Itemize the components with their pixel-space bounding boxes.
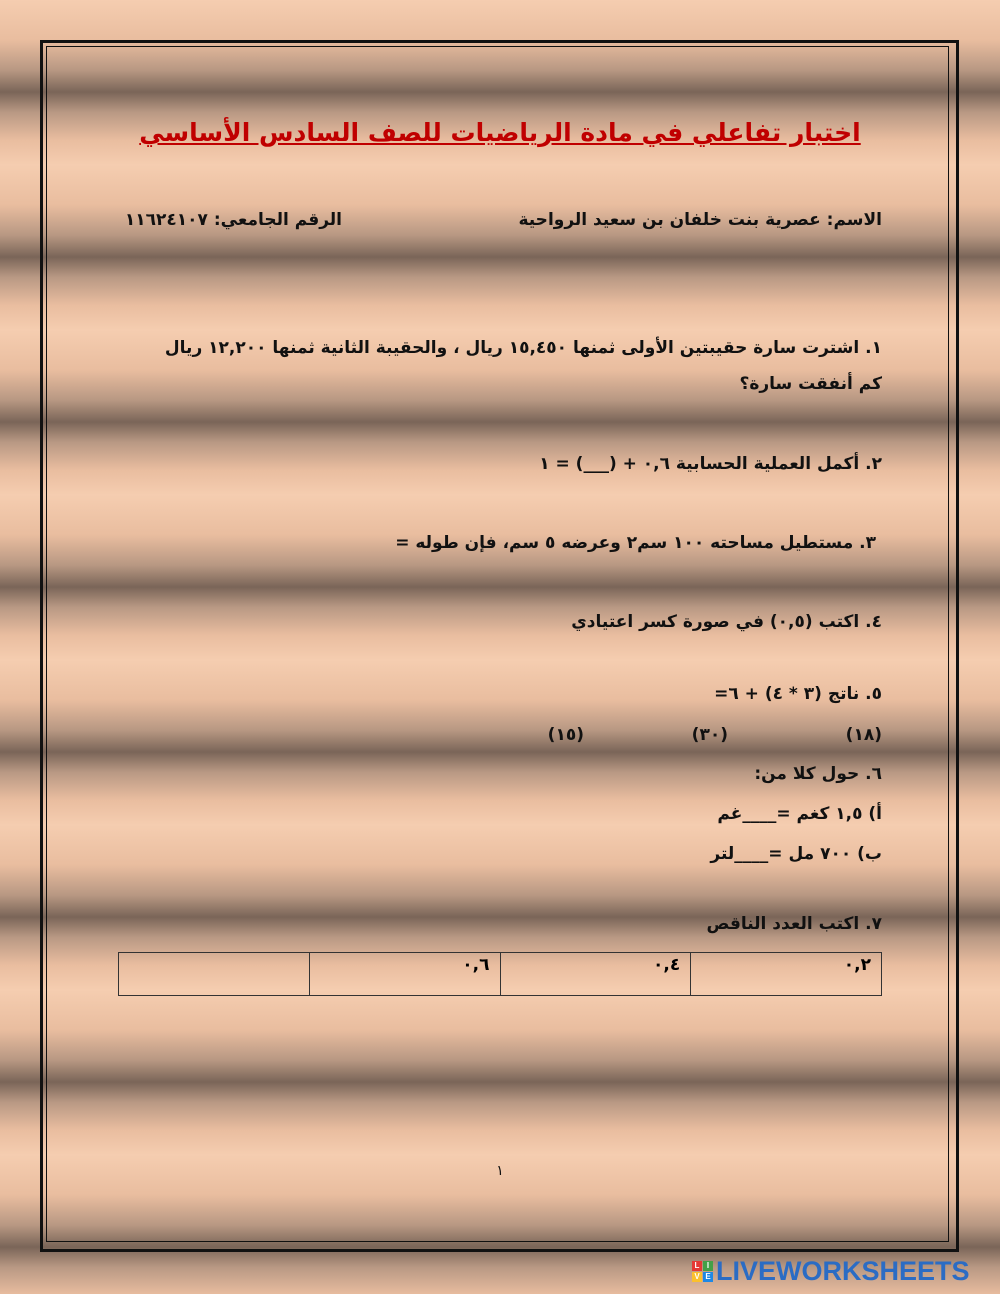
table-row xyxy=(119,953,882,996)
logo-badge-letter: E xyxy=(703,1272,713,1282)
question-1-line-1: ١. اشترت سارة حقيبتين الأولى ثمنها ١٥,٤٥٠ ريال ، والحقيبة الثانية ثمنها ١٢,٢٠٠ ريال xyxy=(164,338,882,358)
worksheet-title: اختبار تفاعلي في مادة الرياضيات للصف السادس الأساسي xyxy=(139,118,861,147)
question-2: ٢. أكمل العملية الحسابية ٠,٦ + (___) = ١ xyxy=(539,454,882,474)
question-6-part-a: أ) ١,٥ كغم =____غم xyxy=(717,804,882,824)
table-cell: ٠,٢ xyxy=(691,953,882,996)
liveworksheets-logo xyxy=(692,1256,970,1286)
question-5-option-2[interactable]: (٣٠) xyxy=(691,725,728,745)
missing-number-table xyxy=(118,952,882,996)
logo-text: LIVEWORKSHEETS xyxy=(716,1255,970,1286)
student-name: الاسم: عصرية بنت خلفان بن سعيد الرواحية xyxy=(518,210,882,230)
question-1-line-2: كم أنفقت سارة؟ xyxy=(739,374,882,394)
question-6-part-b: ب) ٧٠٠ مل =____لتر xyxy=(710,844,882,864)
logo-badge-icon xyxy=(692,1261,713,1282)
missing-number-input[interactable] xyxy=(119,953,310,996)
student-id: الرقم الجامعي: ١١٦٢٤١٠٧ xyxy=(124,210,342,230)
question-5-option-3[interactable]: (١٥) xyxy=(547,725,584,745)
logo-badge-letter: I xyxy=(703,1261,713,1271)
question-7: ٧. اكتب العدد الناقص xyxy=(706,914,882,934)
table-cell: ٠,٦ xyxy=(309,953,500,996)
table-cell: ٠,٤ xyxy=(500,953,691,996)
logo-badge-letter: V xyxy=(692,1272,702,1282)
question-6: ٦. حول كلا من: xyxy=(754,764,882,784)
question-5-option-1[interactable]: (١٨) xyxy=(845,725,882,745)
logo-badge-letter: L xyxy=(692,1261,702,1271)
page-number: ١ xyxy=(496,1163,504,1179)
question-5: ٥. ناتج (٣ * ٤) + ٦= xyxy=(714,684,882,704)
question-4: ٤. اكتب (٠,٥) في صورة كسر اعتيادي xyxy=(571,612,882,632)
question-3: ٣. مستطيل مساحته ١٠٠ سم٢ وعرضه ٥ سم، فإن طوله = xyxy=(395,533,876,553)
